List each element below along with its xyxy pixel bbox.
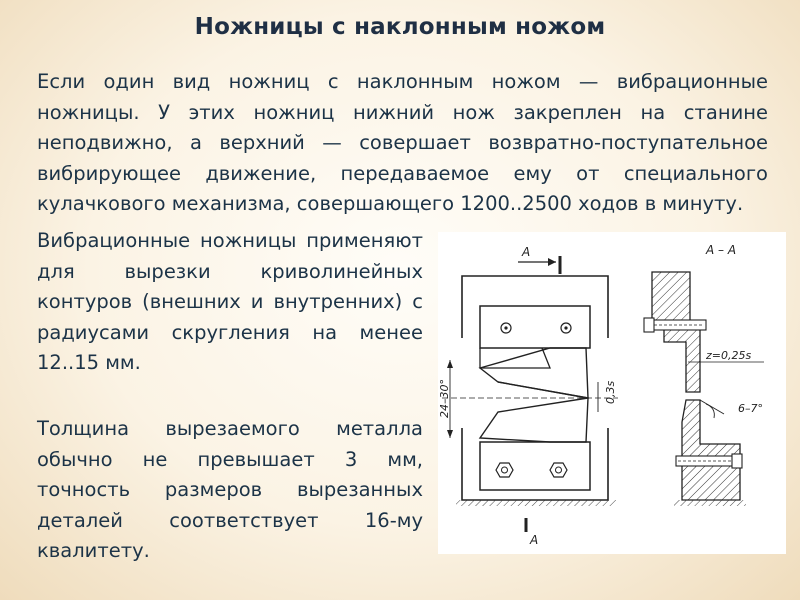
blade-angle-label: 6–7° [738,402,763,415]
front-view [438,276,618,506]
angle-label: 24–30° [438,379,451,418]
paragraph-application: Вибрационные ножницы применяют для вырезки криволинейных контуров (внешних и внутренних) с радиусами скругления на менее 12..15 мм. [37,229,423,374]
drawing-svg [438,232,786,554]
section-view [644,243,764,506]
clearance-label: z=0,25s [706,349,752,362]
section-marker-bottom [526,518,538,547]
section-title: А – А [706,243,737,257]
gap-label: 0,3s [604,380,617,404]
paragraph-vibration-shears-intro: Если один вид ножниц с наклонным ножом — вибрационные ножницы. У этих ножниц нижний нож закреплен на станине неподвижно, а верхний — совершает возвратно-поступательное вибрирующее движение, передаваемое ему от специального кулачкового механизма, совершающего 1200..2500 ходов в минуту. [37,70,768,215]
slide-title: Ножницы с наклонным ножом [194,14,606,40]
shears-technical-drawing [438,232,786,554]
paragraph-thickness-accuracy: Толщина вырезаемого металла обычно не превышает 3 мм, точность размеров вырезанных деталей соответствует 16-му квалитету. [37,417,423,562]
section-marker-top [518,245,560,274]
section-label-top: А [522,245,531,259]
section-label-bottom: А [530,533,539,547]
